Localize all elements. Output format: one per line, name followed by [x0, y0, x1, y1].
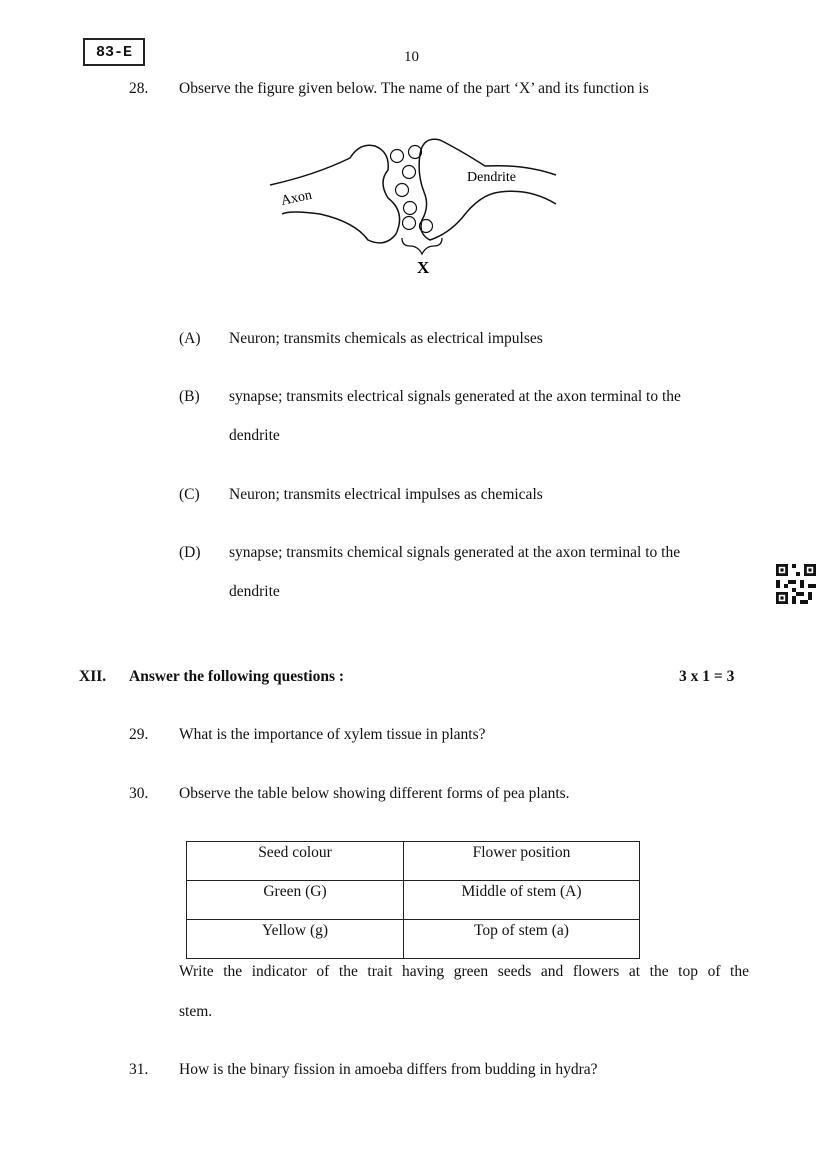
- vesicle: [409, 146, 422, 159]
- table-header-cell: Flower position: [404, 842, 640, 881]
- q30-text: Observe the table below showing different forms of pea plants.: [179, 785, 570, 802]
- vesicle: [396, 184, 409, 197]
- section-number: XII.: [79, 668, 107, 685]
- x-label: X: [417, 258, 430, 277]
- vesicle: [403, 166, 416, 179]
- option-a-text: Neuron; transmits chemicals as electrical impulses: [229, 330, 543, 347]
- q30-number: 30.: [129, 785, 149, 802]
- vesicle: [391, 150, 404, 163]
- pea-traits-table: [186, 841, 640, 959]
- table-header-row: [187, 842, 640, 881]
- dendrite-outline: [419, 139, 556, 240]
- table-row: [187, 881, 640, 920]
- option-c-text: Neuron; transmits electrical impulses as chemicals: [229, 486, 543, 503]
- brace-x: [402, 238, 442, 254]
- vesicle: [403, 217, 416, 230]
- page-number: 10: [404, 49, 419, 65]
- section-marks: 3 x 1 = 3: [679, 668, 735, 685]
- q29-number: 29.: [129, 726, 149, 743]
- paper-code-box: [83, 38, 145, 66]
- option-d-label: (D): [179, 544, 201, 561]
- option-b-text: synapse; transmits electrical signals generated at the axon terminal to the: [229, 388, 681, 405]
- table-header-cell: Seed colour: [187, 842, 404, 881]
- q28-number: 28.: [129, 80, 149, 97]
- table-cell: Green (G): [187, 881, 404, 920]
- dendrite-label: Dendrite: [467, 170, 516, 185]
- option-c-label: (C): [179, 486, 200, 503]
- q30-followup-cont: stem.: [179, 1003, 213, 1020]
- table-cell: Middle of stem (A): [404, 881, 640, 920]
- paper-code: 83-E: [95, 43, 132, 61]
- option-d-text-cont: dendrite: [229, 583, 280, 600]
- table-cell: Top of stem (a): [404, 920, 640, 959]
- qr-code-icon: [776, 564, 816, 604]
- q29-text: What is the importance of xylem tissue in plants?: [179, 726, 486, 743]
- axon-label: Axon: [279, 187, 314, 209]
- option-b-label: (B): [179, 388, 200, 405]
- table-row: [187, 920, 640, 959]
- vesicle: [404, 202, 417, 215]
- option-d-text: synapse; transmits chemical signals generated at the axon terminal to the: [229, 544, 681, 561]
- q28-text: Observe the figure given below. The name of the part ‘X’ and its function is: [179, 80, 649, 97]
- option-b-text-cont: dendrite: [229, 427, 280, 444]
- q31-text: How is the binary fission in amoeba differs from budding in hydra?: [179, 1061, 598, 1078]
- q31-number: 31.: [129, 1061, 149, 1078]
- option-a-label: (A): [179, 330, 201, 347]
- section-title: Answer the following questions :: [129, 668, 345, 685]
- q30-followup: Write the indicator of the trait having green seeds and flowers at the top of the: [179, 963, 749, 980]
- table-cell: Yellow (g): [187, 920, 404, 959]
- synapse-figure: [260, 130, 570, 280]
